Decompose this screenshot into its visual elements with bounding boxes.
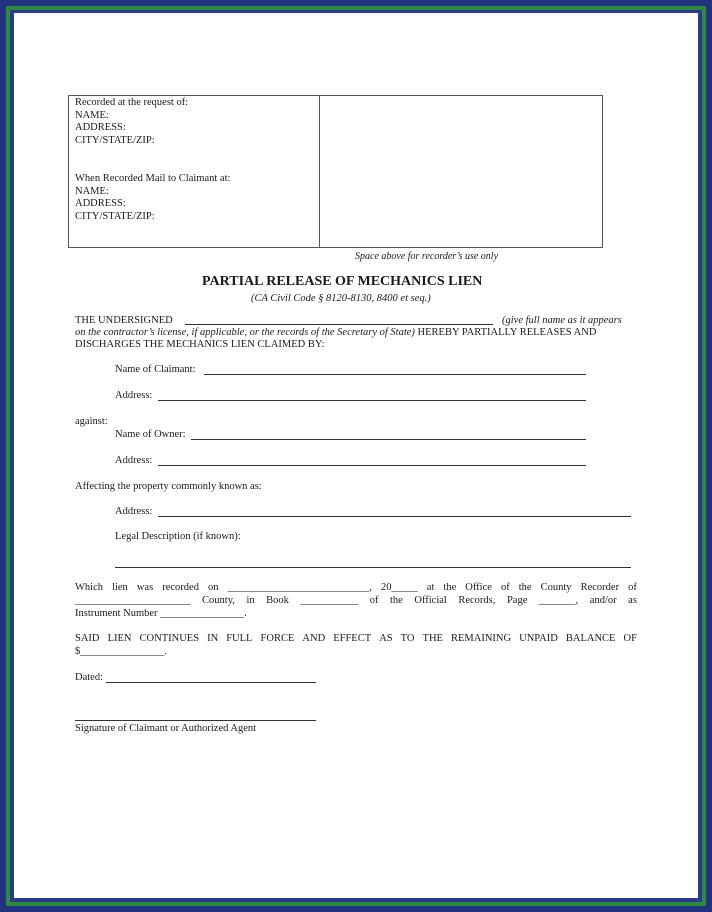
- word: FORCE: [260, 633, 295, 644]
- affecting-property-label: Affecting the property commonly known as:: [75, 481, 262, 492]
- word: of: [628, 582, 637, 593]
- word: County,: [202, 595, 235, 606]
- word: Book: [266, 595, 289, 606]
- recorder-use-caption: Space above for recorder’s use only: [355, 251, 499, 262]
- release-statement: HEREBY PARTIALLY RELEASES AND: [417, 327, 597, 338]
- signature-line[interactable]: [75, 720, 316, 721]
- word: in: [246, 595, 255, 606]
- mail-city-label: CITY/STATE/ZIP:: [75, 210, 155, 222]
- word: LIEN: [107, 633, 132, 644]
- request-address-label: ADDRESS:: [75, 122, 126, 134]
- recorder-use-box: [320, 95, 603, 248]
- property-address-label: Address:: [115, 506, 153, 517]
- word: Office: [465, 582, 492, 593]
- word: EFFECT: [333, 633, 372, 644]
- word: the: [390, 595, 403, 606]
- word: of: [369, 595, 379, 606]
- recorded-line-2: [75, 595, 637, 607]
- word: of: [500, 582, 510, 593]
- undersigned-label: THE UNDERSIGNED: [75, 315, 173, 326]
- recording-year-blank[interactable]: 20_____: [380, 582, 418, 593]
- balance-line-1: [75, 633, 637, 645]
- word: lien: [112, 582, 128, 593]
- legal-description-label: Legal Description (if known):: [115, 531, 241, 542]
- recorded-request-block: [75, 97, 188, 147]
- recording-date-blank[interactable]: ___________________________,: [227, 582, 372, 593]
- word: AS: [379, 633, 393, 644]
- word: Which: [75, 582, 103, 593]
- word: the: [518, 582, 532, 593]
- word: as: [628, 595, 637, 606]
- word: was: [136, 582, 154, 593]
- owner-name-line[interactable]: [191, 439, 586, 440]
- word: IN: [207, 633, 219, 644]
- dated-label: Dated:: [75, 672, 103, 683]
- county-blank[interactable]: ______________________: [75, 595, 191, 606]
- legal-description-line[interactable]: [115, 567, 631, 568]
- document-subtitle: (CA Civil Code § 8120-8130, 8400 et seq.): [251, 293, 431, 304]
- claimant-name-line[interactable]: [204, 374, 586, 375]
- claimant-address-label: Address:: [115, 390, 153, 401]
- discharge-statement: DISCHARGES THE MECHANICS LIEN CLAIMED BY:: [75, 339, 325, 350]
- request-city-label: CITY/STATE/ZIP:: [75, 134, 155, 146]
- request-name-label: NAME:: [75, 109, 109, 121]
- word: the: [443, 582, 457, 593]
- document-title: PARTIAL RELEASE OF MECHANICS LIEN: [202, 274, 483, 289]
- recording-info-box: [68, 95, 320, 248]
- property-address-line[interactable]: [158, 516, 631, 517]
- word: CONTINUES: [139, 633, 200, 644]
- owner-address-line[interactable]: [158, 465, 586, 466]
- document-page: [14, 13, 698, 898]
- mail-to-block: [75, 173, 230, 223]
- owner-name-label: Name of Owner:: [115, 429, 186, 440]
- recorded-request-label: Recorded at the request of:: [75, 97, 189, 108]
- dated-line[interactable]: [106, 682, 316, 683]
- mail-address-label: ADDRESS:: [75, 198, 126, 210]
- word: BALANCE: [565, 633, 616, 644]
- word: Page: [506, 595, 528, 606]
- word: TO: [400, 633, 415, 644]
- word: UNPAID: [519, 633, 558, 644]
- claimant-name-label: Name of Claimant:: [115, 364, 196, 375]
- word: recorded: [162, 582, 199, 593]
- instrument-number-line[interactable]: Instrument Number ________________.: [75, 608, 247, 619]
- balance-amount-blank[interactable]: $________________.: [75, 646, 167, 657]
- word: THE: [422, 633, 443, 644]
- word: AND: [302, 633, 326, 644]
- mail-name-label: NAME:: [75, 185, 109, 197]
- undersigned-hint: (give full name as it appears: [502, 315, 622, 326]
- word: Recorder: [580, 582, 620, 593]
- word: and/or: [589, 595, 617, 606]
- word: on: [208, 582, 219, 593]
- word: OF: [623, 633, 637, 644]
- signature-label: Signature of Claimant or Authorized Agent: [75, 723, 257, 734]
- undersigned-name-line[interactable]: [185, 324, 493, 325]
- word: FULL: [226, 633, 253, 644]
- owner-address-label: Address:: [115, 455, 153, 466]
- against-label: against:: [75, 416, 108, 427]
- claimant-address-line[interactable]: [158, 400, 586, 401]
- word: at: [426, 582, 435, 593]
- undersigned-line-2: [75, 327, 596, 339]
- word: Official: [414, 595, 447, 606]
- word: County: [540, 582, 572, 593]
- recorded-line-1: [75, 582, 637, 594]
- word: SAID: [75, 633, 100, 644]
- word: Records,: [458, 595, 496, 606]
- word: REMAINING: [451, 633, 512, 644]
- mail-to-label: When Recorded Mail to Claimant at:: [75, 173, 231, 184]
- book-blank[interactable]: ___________: [300, 595, 359, 606]
- license-hint: on the contractor’s license, if applicable, or the records of the Secretary of State): [75, 327, 415, 338]
- page-blank[interactable]: _______,: [538, 595, 579, 606]
